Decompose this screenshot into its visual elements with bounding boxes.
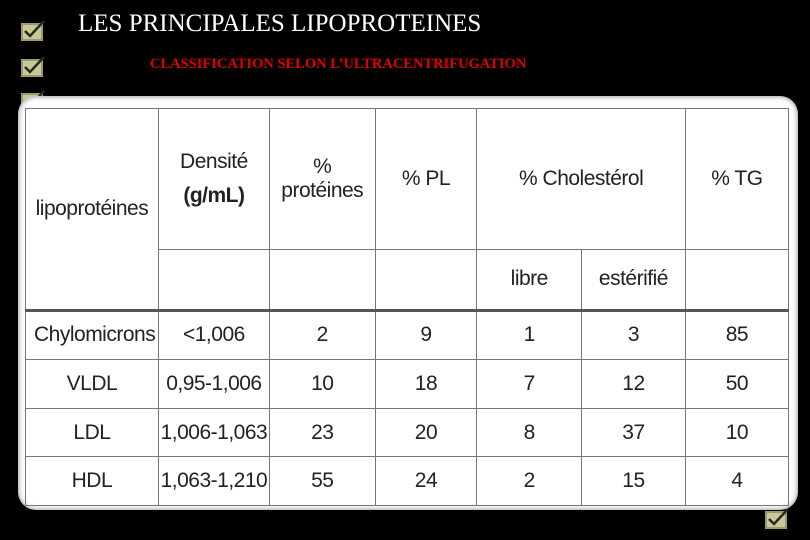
cell-cholesterol-libre: 1	[477, 310, 582, 360]
subheader-empty	[270, 249, 376, 310]
cell-pl: 20	[375, 408, 477, 457]
table-row	[26, 408, 789, 457]
cell-pl: 9	[375, 310, 477, 360]
header-cholesterol: % Cholestérol	[477, 109, 685, 250]
subheader-empty	[158, 249, 269, 310]
cell-proteines: 55	[270, 457, 376, 506]
cell-tg: 50	[685, 360, 788, 409]
cell-tg: 10	[685, 408, 788, 457]
header-densite-unit: (g/mL)	[183, 183, 245, 207]
header-pl: % PL	[375, 109, 477, 250]
cell-densite: 0,95-1,006	[158, 360, 269, 409]
table-row	[26, 457, 789, 506]
cell-lipoprotein: HDL	[26, 457, 159, 506]
header-densite-label: Densité	[180, 149, 248, 173]
slide-title: LES PRINCIPALES LIPOPROTEINES	[78, 10, 482, 37]
cell-lipoprotein: VLDL	[26, 360, 159, 409]
cell-proteines: 10	[270, 360, 376, 409]
subheader-empty	[375, 249, 477, 310]
cell-cholesterol-libre: 8	[477, 408, 582, 457]
header-lipoproteines: lipoprotéines	[26, 109, 159, 311]
cell-cholesterol-esterifie: 15	[582, 457, 686, 506]
cell-pl: 24	[375, 457, 477, 506]
subheader-libre: libre	[477, 249, 582, 310]
header-densite	[158, 109, 269, 250]
cell-proteines: 2	[270, 310, 376, 360]
cell-cholesterol-libre: 7	[477, 360, 582, 409]
cell-densite: 1,063-1,210	[158, 457, 269, 506]
table-header-row	[26, 109, 789, 250]
cell-cholesterol-esterifie: 12	[582, 360, 686, 409]
cell-tg: 85	[685, 310, 788, 360]
checkmark-box-icon	[20, 56, 46, 78]
cell-densite: <1,006	[158, 310, 269, 360]
header-proteines-label: protéines	[281, 178, 364, 202]
header-proteines-pct: %	[313, 154, 332, 178]
cell-densite: 1,006-1,063	[158, 408, 269, 457]
cell-cholesterol-libre: 2	[477, 457, 582, 506]
subheader-esterifie: estérifié	[582, 249, 686, 310]
checkmark-box-icon	[764, 508, 790, 530]
header-proteines	[270, 109, 376, 250]
header-tg: % TG	[685, 109, 788, 250]
checkmark-box-icon	[20, 20, 46, 42]
cell-tg: 4	[685, 457, 788, 506]
cell-pl: 18	[375, 360, 477, 409]
table-row	[26, 310, 789, 360]
cell-cholesterol-esterifie: 37	[582, 408, 686, 457]
cell-cholesterol-esterifie: 3	[582, 310, 686, 360]
table-card	[18, 96, 798, 510]
subheader-empty	[685, 249, 788, 310]
cell-proteines: 23	[270, 408, 376, 457]
table-row	[26, 360, 789, 409]
cell-lipoprotein: LDL	[26, 408, 159, 457]
slide-subtitle: CLASSIFICATION SELON L’ULTRACENTRIFUGATION	[150, 56, 527, 72]
lipoprotein-table	[25, 108, 789, 506]
cell-lipoprotein: Chylomicrons	[26, 310, 159, 360]
